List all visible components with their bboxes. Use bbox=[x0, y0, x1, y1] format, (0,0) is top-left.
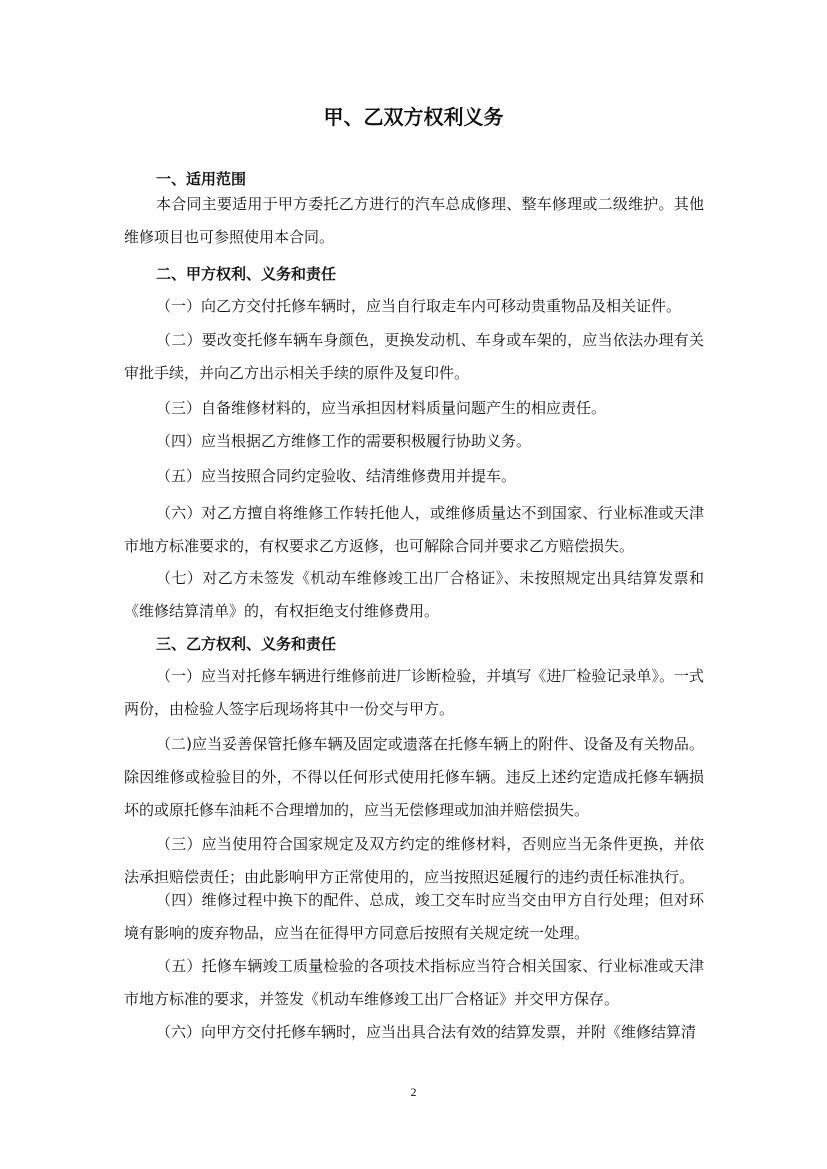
paragraph: （四）维修过程中换下的配件、总成，竣工交车时应当交由甲方自行处理；但对环境有影响的废弃物品，应当在征得甲方同意后按照有关规定统一处理。 bbox=[124, 891, 704, 942]
document-title: 甲、乙双方权利义务 bbox=[323, 105, 504, 129]
page-number: 2 bbox=[410, 1085, 417, 1099]
paragraph: （一）应当对托修车辆进行维修前进厂诊断检验，并填写《进厂检验记录单》。一式两份，由检验人签字后现场将其中一份交与甲方。 bbox=[124, 667, 704, 718]
section-heading-party-b: 三、乙方权利、义务和责任 bbox=[156, 635, 337, 653]
paragraph: （六）对乙方擅自将维修工作转托他人，或维修质量达不到国家、行业标准或天津市地方标准要求的，有权要求乙方返修，也可解除合同并要求乙方赔偿损失。 bbox=[124, 504, 704, 555]
paragraph: （五）应当按照合同约定验收、结清维修费用并提车。 bbox=[156, 467, 517, 485]
paragraph: （五）托修车辆竣工质量检验的各项技术指标应当符合相关国家、行业标准或天津市地方标准的要求，并签发《机动车维修竣工出厂合格证》并交甲方保存。 bbox=[124, 957, 704, 1008]
section-heading-scope: 一、适用范围 bbox=[156, 170, 247, 188]
paragraph: （一）向乙方交付托修车辆时，应当自行取走车内可移动贵重物品及相关证件。 bbox=[156, 297, 682, 315]
section-heading-party-a: 二、甲方权利、义务和责任 bbox=[156, 265, 337, 283]
paragraph: （三）应当使用符合国家规定及双方约定的维修材料，否则应当无条件更换，并依法承担赔偿责任；由此影响甲方正常使用的，应当按照迟延履行的违约责任标准执行。 bbox=[124, 835, 704, 886]
paragraph: （二）要改变托修车辆车身颜色，更换发动机、车身或车架的，应当依法办理有关审批手续，并向乙方出示相关手续的原件及复印件。 bbox=[124, 331, 704, 382]
paragraph: （三）自备维修材料的，应当承担因材料质量问题产生的相应责任。 bbox=[156, 399, 607, 417]
paragraph: （二)应当妥善保管托修车辆及固定或遗落在托修车辆上的附件、设备及有关物品。除因维修或检验目的外，不得以任何形式使用托修车辆。违反上述约定造成托修车辆损坏的或原托修车油耗不合理增加的，应当无偿修理或加油并赔偿损失。 bbox=[124, 735, 704, 819]
paragraph: 本合同主要适用于甲方委托乙方进行的汽车总成修理、整车修理或二级维护。其他维修项目也可参照使用本合同。 bbox=[124, 195, 704, 246]
paragraph: （四）应当根据乙方维修工作的需要积极履行协助义务。 bbox=[156, 432, 532, 450]
paragraph: （七）对乙方未签发《机动车维修竣工出厂合格证》、未按照规定出具结算发票和《维修结算清单》的，有权拒绝支付维修费用。 bbox=[124, 569, 704, 620]
paragraph: （六）向甲方交付托修车辆时，应当出具合法有效的结算发票，并附《维修结算清 bbox=[156, 1023, 697, 1041]
